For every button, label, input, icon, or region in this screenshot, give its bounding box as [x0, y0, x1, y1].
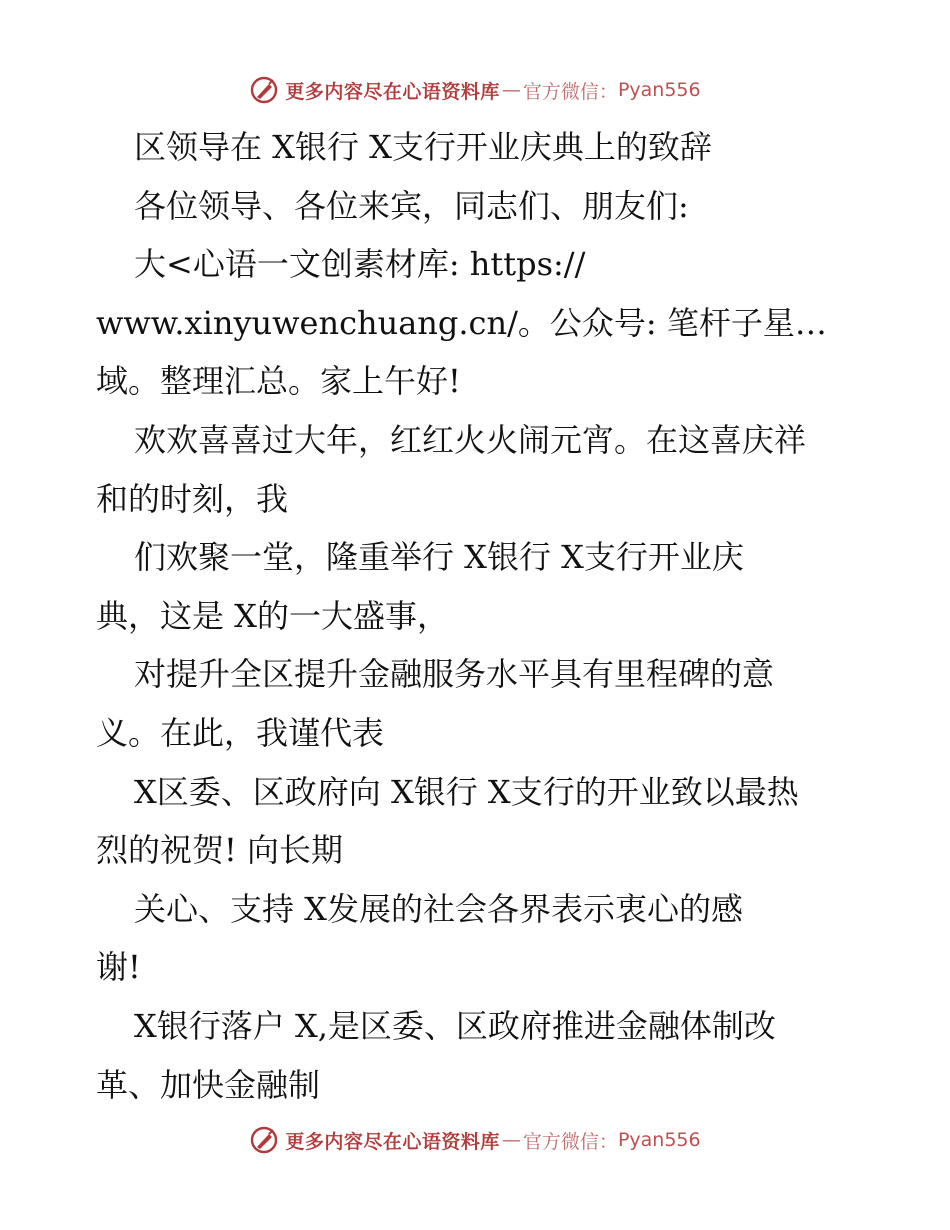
quill-logo-icon: [249, 1125, 279, 1155]
text-line: 义。在此，我谨代表: [96, 713, 385, 752]
text-line: 谢!: [96, 948, 141, 987]
quill-logo-icon: [249, 75, 279, 105]
banner-label: 官方微信：: [522, 80, 618, 103]
text-line: 典，这是 X的一大盛事，: [96, 596, 449, 635]
banner-wechat-id: Pyan556: [617, 1129, 701, 1151]
banner-title: 更多内容尽在心语资料库: [285, 1130, 500, 1153]
text-line: 欢欢喜喜过大年，红红火火闹元宵。在这喜庆祥: [134, 420, 807, 459]
text-line: 革、加快金融制: [96, 1065, 321, 1104]
header-banner: [0, 70, 950, 110]
banner-dash: —: [501, 1129, 521, 1151]
banner-wechat-id: Pyan556: [617, 79, 701, 101]
banner-label: 官方微信：: [522, 1130, 618, 1153]
footer-banner: [0, 1120, 950, 1160]
banner-dash: —: [501, 79, 521, 101]
text-line: 关心、支持 X发展的社会各界表示衷心的感: [134, 889, 743, 928]
text-line: 区领导在 X银行 X支行开业庆典上的致辞: [134, 128, 712, 166]
text-line: 对提升全区提升金融服务水平具有里程碑的意: [134, 655, 775, 694]
text-line: X银行落户 X,是区委、区政府推进金融体制改: [134, 1006, 776, 1045]
text-line: 域。整理汇总。家上午好!: [96, 362, 461, 401]
text-line: 大<心语一文创素材库: https://: [134, 245, 586, 284]
text-line: 和的时刻，我: [96, 479, 289, 518]
text-line: www.xinyuwenchuang.cn/。公众号: 笔杆子星…: [96, 303, 827, 342]
document-body: [96, 118, 896, 1114]
banner-title: 更多内容尽在心语资料库: [285, 80, 500, 103]
text-line: 烈的祝贺! 向长期: [96, 831, 344, 870]
text-line: X区委、区政府向 X银行 X支行的开业致以最热: [134, 772, 799, 811]
text-line: 各位领导、各位来宾，同志们、朋友们:: [134, 186, 689, 225]
text-line: 们欢聚一堂，隆重举行 X银行 X支行开业庆: [134, 538, 744, 577]
